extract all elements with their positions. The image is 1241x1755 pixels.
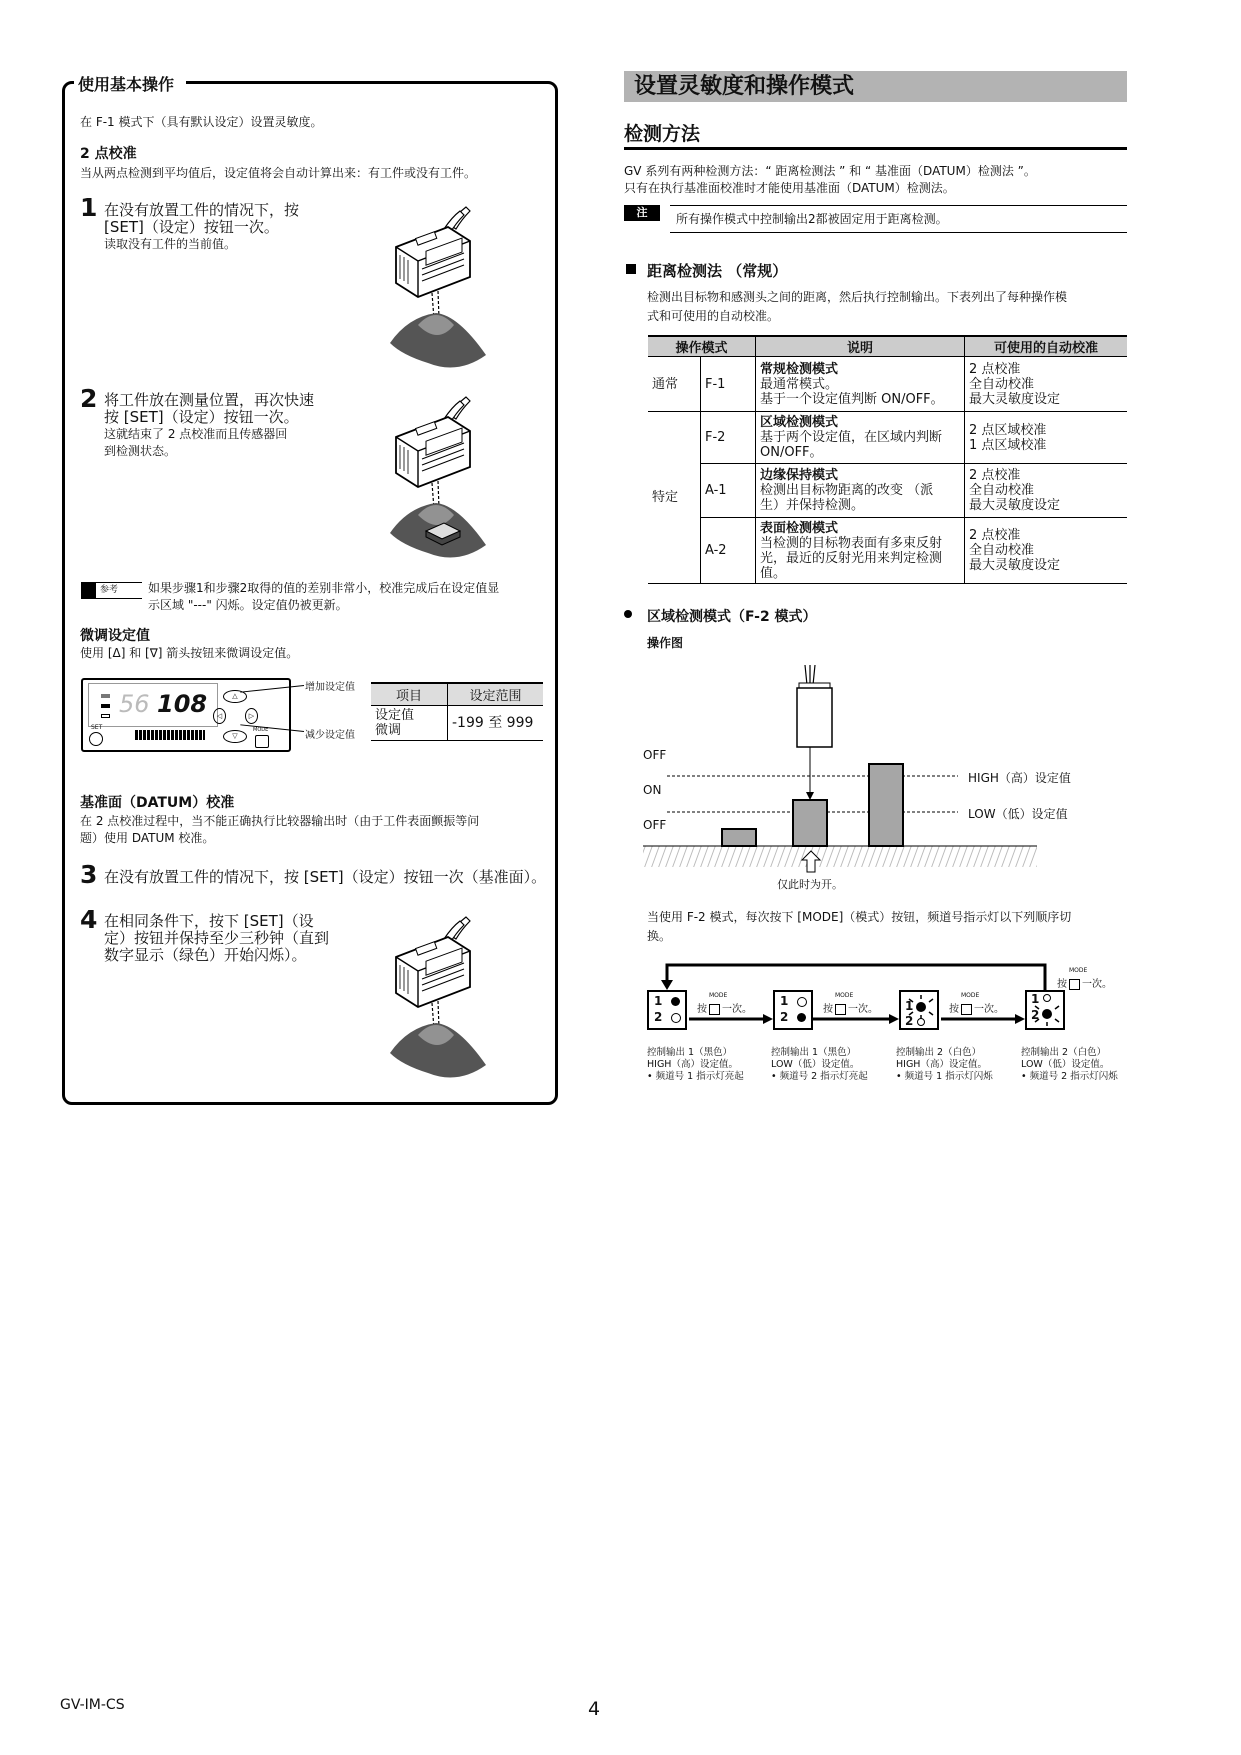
table-header: 项目 — [371, 683, 448, 706]
mode-title: 边缘保持模式 — [760, 468, 839, 483]
fine-tune-desc: 使用 [Δ] 和 [∇] 箭头按钮来微调设定值。 — [80, 646, 299, 660]
step-line: 将工件放在测量位置，再次快速 — [104, 391, 315, 409]
mode-cell: F-2 — [701, 412, 756, 464]
bar-graph — [135, 730, 205, 740]
table-row — [371, 706, 543, 741]
left-arrow-button[interactable]: ◁ — [213, 708, 226, 724]
table-header: 操作模式 — [648, 336, 756, 357]
led-off-icon — [797, 997, 807, 1007]
zone-heading: 区域检测模式（F-2 模式） — [647, 609, 817, 625]
mode-cell: F-1 — [701, 357, 756, 412]
press-prefix: 按 — [1057, 979, 1067, 990]
page-number: 4 — [588, 1698, 601, 1720]
caption-line: HIGH（高）设定值。 — [647, 1059, 738, 1070]
state-box-2 — [773, 990, 813, 1030]
mode-cell: A-2 — [701, 518, 756, 584]
datum-heading: 基准面（DATUM）校准 — [80, 795, 235, 811]
lcd-right-value: 108 — [157, 690, 208, 718]
channel-label: 2 — [654, 1010, 663, 1024]
setting-range-table — [371, 682, 543, 741]
desc-line: ON/OFF。 — [760, 445, 823, 460]
mode-title: 区域检测模式 — [760, 415, 839, 430]
sensor-illustration — [388, 205, 488, 375]
bullet-icon — [624, 610, 632, 618]
table-cell: 设定值 — [375, 708, 415, 723]
state-box-4 — [1025, 990, 1065, 1030]
beam-arrowhead — [806, 792, 814, 800]
caption-line: LOW（低）设定值。 — [1021, 1059, 1110, 1070]
desc-line: 生）并保持检测。 — [760, 498, 865, 513]
mode-button-icon — [961, 1004, 972, 1015]
high-setting-label: HIGH（高）设定值 — [968, 771, 1071, 785]
desc-line: 最通常模式。 — [760, 376, 839, 392]
mode-button-icon — [709, 1004, 720, 1015]
table-header: 可使用的自动校准 — [965, 336, 1128, 357]
state-caption — [1021, 1047, 1118, 1083]
caption-line: • 频道号 2 指示灯亮起 — [771, 1071, 868, 1082]
sensor-wires — [805, 665, 815, 685]
calib-line: 全自动校准 — [969, 543, 1035, 558]
note-box — [670, 205, 1127, 233]
two-point-heading: 2 点校准 — [80, 146, 137, 162]
on-only-caption: 仅此时为开。 — [777, 878, 843, 891]
fine-tune-heading: 微调设定值 — [80, 628, 150, 644]
mode-label: MODE — [253, 727, 269, 733]
channel-label: 1 — [1031, 992, 1040, 1006]
diagram-title: 操作图 — [647, 636, 684, 650]
step-text — [104, 913, 329, 964]
distance-desc — [647, 288, 1067, 326]
off-top-label: OFF — [643, 748, 667, 762]
table-cell: -199 至 999 — [448, 706, 544, 741]
step-line: 数字显示（绿色）开始闪烁）。 — [104, 946, 307, 964]
mode-key-label: MODE — [709, 992, 728, 999]
press-suffix: 一次。 — [1082, 979, 1112, 990]
calib-line: 最大灵敏度设定 — [969, 558, 1061, 573]
mode-button-icon — [1069, 979, 1080, 990]
press-mode-once — [1057, 967, 1112, 990]
mode-switch-desc — [647, 908, 1071, 946]
step-number: 3 — [80, 860, 98, 889]
sensor-with-workpiece-illustration — [388, 395, 488, 565]
sensor-head — [797, 688, 832, 747]
divider — [624, 147, 1127, 150]
methods-intro — [624, 163, 1036, 197]
mode-key-label: MODE — [961, 992, 980, 999]
press-mode-once — [823, 992, 878, 1015]
operation-diagram — [640, 660, 1080, 895]
workpiece-low — [722, 829, 756, 846]
workpiece-high — [869, 764, 903, 846]
step-number: 4 — [80, 905, 98, 934]
table-header: 说明 — [756, 336, 965, 357]
channel-label: 1 — [905, 999, 914, 1013]
up-arrow-button[interactable]: △ — [223, 690, 247, 703]
step-line: [SET]（设定）按钮一次。 — [104, 218, 279, 236]
desc-line: 当使用 F-2 模式，每次按下 [MODE]（模式）按钮，频道号指示灯以下列顺序切 — [647, 910, 1072, 924]
operation-mode-table — [648, 335, 1127, 584]
increase-label: 增加设定值 — [305, 682, 355, 693]
desc-line: 当检测的目标物表面有多束反射 — [760, 535, 943, 551]
press-suffix: 一次。 — [848, 1004, 878, 1015]
calib-line: 最大灵敏度设定 — [969, 391, 1061, 407]
step-line: 按 [SET]（设定）按钮一次。 — [104, 408, 299, 426]
workpiece-middle — [793, 800, 827, 846]
panel-title: 使用基本操作 — [74, 72, 186, 95]
low-setting-label: LOW（低）设定值 — [968, 807, 1068, 821]
group-cell: 特定 — [648, 412, 701, 584]
ground-hatch — [643, 846, 1037, 867]
table-header: 设定范围 — [448, 683, 544, 706]
step-subtext: 到检测状态。 — [104, 444, 177, 458]
step-subtext: 这就结束了 2 点校准而且传感器回 — [104, 427, 288, 441]
intro-text: 在 F-1 模式下（具有默认设定）设置灵敏度。 — [80, 115, 323, 129]
step-line: 在相同条件下，按下 [SET]（设 — [104, 912, 314, 930]
group-cell: 通常 — [648, 357, 701, 412]
caption-line: 控制输出 1（黑色） — [771, 1047, 857, 1058]
reference-text — [148, 580, 499, 614]
step-text — [104, 202, 299, 253]
press-prefix: 按 — [823, 1004, 833, 1015]
channel-label: 1 — [780, 994, 789, 1008]
mode-button[interactable] — [255, 735, 269, 748]
right-arrow-button[interactable]: ▷ — [245, 708, 258, 724]
led-off-icon — [671, 1013, 681, 1023]
calib-line: 2 点区域校准 — [969, 422, 1047, 438]
mode-key-label: MODE — [835, 992, 854, 999]
caption-line: HIGH（高）设定值。 — [896, 1059, 987, 1070]
calib-line: 2 点校准 — [969, 528, 1021, 543]
calib-line: 2 点校准 — [969, 468, 1021, 483]
step-number: 2 — [80, 384, 98, 413]
desc-line: 值。 — [760, 565, 787, 581]
step-line: 在没有放置工件的情况下，按 — [104, 201, 300, 219]
step-line: 定）按钮并保持至少三秒钟（直到 — [104, 929, 330, 947]
led-on-icon — [671, 997, 680, 1006]
calib-line: 全自动校准 — [969, 483, 1035, 498]
desc-line: 光，最近的反射光用来判定检测 — [760, 550, 943, 566]
mode-button-icon — [835, 1004, 846, 1015]
section-title-bar — [624, 71, 1127, 102]
section-title: 设置灵敏度和操作模式 — [634, 74, 855, 99]
press-mode-once — [697, 992, 752, 1015]
intro-line: GV 系列有两种检测方法：“ 距离检测法 ” 和 “ 基准面（DATUM）检测法 ”。 — [624, 164, 1036, 178]
step-text — [104, 392, 314, 460]
distance-heading: 距离检测法 （常规） — [647, 262, 788, 280]
reference-badge — [81, 582, 142, 599]
desc-line: 式和可使用的自动校准。 — [647, 309, 780, 323]
mode-title: 常规检测模式 — [760, 361, 839, 377]
table-row — [648, 464, 1127, 518]
step-text: 在没有放置工件的情况下，按 [SET]（设定）按钮一次（基准面）。 — [104, 868, 547, 886]
table-row — [648, 357, 1127, 412]
led-on-icon — [797, 1013, 806, 1022]
two-point-desc: 当从两点检测到平均值后，设定值将会自动计算出来：有工件或没有工件。 — [80, 166, 477, 180]
state-caption — [896, 1047, 993, 1083]
desc-line: 基于一个设定值判断 ON/OFF。 — [760, 391, 944, 407]
channel-flow-diagram — [647, 962, 1127, 1087]
set-label: SET — [91, 724, 103, 731]
press-mode-once — [949, 992, 1004, 1015]
caption-line: • 频道号 2 指示灯闪烁 — [1021, 1071, 1118, 1082]
caption-line: 控制输出 2（白色） — [896, 1047, 982, 1058]
mode-key-label: MODE — [1069, 967, 1088, 974]
mode-cell: A-1 — [701, 464, 756, 518]
reference-line: 如果步骤1和步骤2取得的值的差别非常小，校准完成后在设定值显 — [148, 581, 500, 595]
down-arrow-button[interactable]: ▽ — [223, 730, 247, 743]
reference-line: 示区域 "---" 闪烁。设定值仍被更新。 — [148, 598, 348, 612]
datum-line: 在 2 点校准过程中，当不能正确执行比较器输出时（由于工件表面颤振等问 — [80, 814, 480, 828]
press-suffix: 一次。 — [722, 1004, 752, 1015]
calib-line: 全自动校准 — [969, 376, 1035, 392]
square-bullet-icon — [626, 264, 636, 274]
off-bottom-label: OFF — [643, 818, 667, 832]
table-row — [648, 518, 1127, 584]
state-caption — [771, 1047, 868, 1083]
channel-label: 1 — [654, 994, 663, 1008]
reference-badge-label: 参考 — [100, 585, 119, 595]
datum-line: 题）使用 DATUM 校准。 — [80, 831, 215, 845]
desc-line: 基于两个设定值，在区域内判断 — [760, 430, 943, 445]
datum-desc — [80, 813, 479, 847]
state-box-1 — [647, 990, 687, 1030]
lcd-left-value: 56 — [119, 690, 150, 718]
calib-line: 最大灵敏度设定 — [969, 498, 1061, 513]
caption-line: 控制输出 1（黑色） — [647, 1047, 733, 1058]
caption-line: LOW（低）设定值。 — [771, 1059, 860, 1070]
step-subtext: 读取没有工件的当前值。 — [104, 237, 237, 251]
return-arrow — [667, 965, 1045, 990]
decrease-label: 减少设定值 — [305, 730, 355, 741]
state-caption — [647, 1047, 744, 1083]
intro-line: 只有在执行基准面校准时才能使用基准面（DATUM）检测法。 — [624, 181, 955, 195]
on-label: ON — [643, 783, 662, 797]
doc-id: GV-IM-CS — [60, 1697, 125, 1713]
press-suffix: 一次。 — [974, 1004, 1004, 1015]
desc-line: 检测出目标物距离的改变 （派 — [760, 483, 934, 498]
calib-line: 1 点区域校准 — [969, 437, 1047, 453]
press-prefix: 按 — [949, 1004, 959, 1015]
table-cell: 微调 — [375, 723, 402, 738]
caption-line: 控制输出 2（白色） — [1021, 1047, 1107, 1058]
sub-title: 检测方法 — [624, 123, 701, 145]
press-prefix: 按 — [697, 1004, 707, 1015]
desc-line: 换。 — [647, 929, 672, 943]
table-row — [648, 412, 1127, 464]
note-text: 所有操作模式中控制输出2都被固定用于距离检测。 — [676, 212, 948, 226]
caption-line: • 频道号 1 指示灯闪烁 — [896, 1071, 993, 1082]
state-box-3 — [899, 990, 939, 1030]
channel-label: 2 — [1031, 1008, 1040, 1022]
sensor-illustration — [388, 915, 488, 1085]
caption-line: • 频道号 1 指示灯亮起 — [647, 1071, 744, 1082]
channel-label: 2 — [780, 1010, 789, 1024]
channel-label: 2 — [905, 1014, 914, 1028]
desc-line: 检测出目标物和感测头之间的距离，然后执行控制输出。下表列出了每种操作模 — [647, 290, 1068, 304]
mode-title: 表面检测模式 — [760, 520, 839, 536]
calib-line: 2 点校准 — [969, 361, 1021, 377]
set-button[interactable] — [89, 732, 103, 746]
step-number: 1 — [80, 193, 98, 222]
note-badge: 注 — [624, 205, 660, 221]
